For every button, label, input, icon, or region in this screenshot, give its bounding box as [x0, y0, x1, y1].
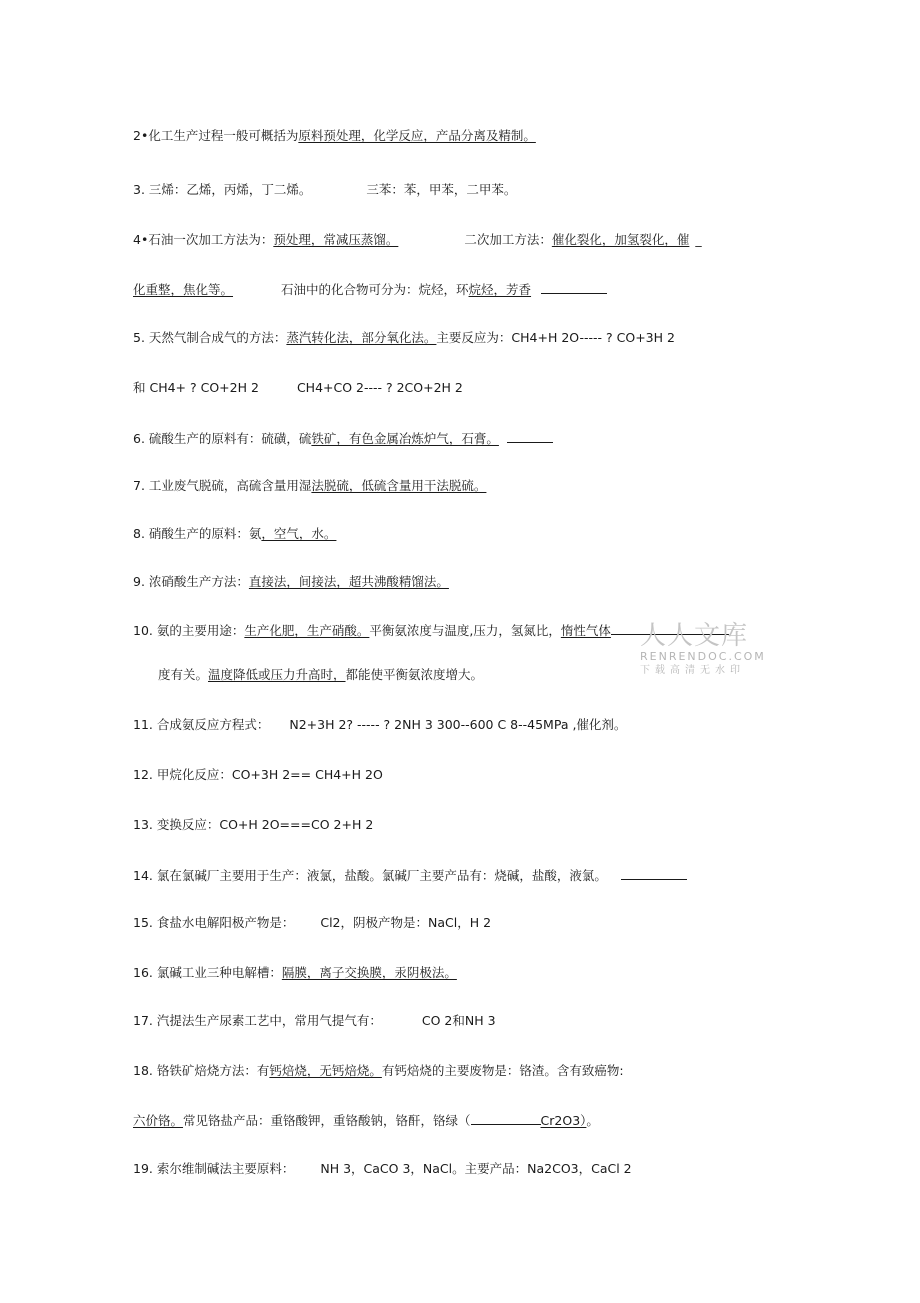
line-4-cont-text: 石油中的化合物可分为：烷烃，环: [281, 282, 469, 297]
line-4-text-b: 二次加工方法：: [464, 232, 552, 247]
line-18-text: 18. 铬铁矿焙烧方法：有: [133, 1063, 270, 1078]
line-8-underlined: ，空气，水。: [261, 526, 337, 541]
line-14: [133, 867, 687, 884]
line-2: [133, 128, 536, 144]
line-11: [133, 717, 626, 733]
line-3-text-b: 三苯：苯，甲苯，二甲苯。: [366, 182, 517, 197]
line-6: [133, 430, 553, 447]
line-4-cont-underlined-b: 烷烃，芳香: [468, 282, 532, 297]
line-18: [133, 1063, 624, 1079]
line-18-cont-underlined-b: Cr2O3）: [540, 1113, 587, 1128]
answer-blank: [471, 1112, 541, 1125]
line-16-text: 16. 氯碱工业三种电解槽：: [133, 965, 282, 980]
line-10-cont-text-b: 都能使平衡氨浓度增大。: [345, 667, 484, 682]
line-18-text-b: 有钙焙烧的主要废物是：铬渣。含有致癌物:: [381, 1063, 624, 1078]
line-5-text: 5. 天然气制合成气的方法：: [133, 330, 287, 345]
line-13-text: 13. 变换反应：CO+H 2O===CO 2+H 2: [133, 817, 374, 832]
answer-blank: [621, 867, 687, 880]
line-3-text: 3. 三烯：乙烯，丙烯，丁二烯。: [133, 182, 312, 197]
line-4-underlined-b: 催化裂化，加氢裂化，催: [551, 232, 690, 247]
line-19-text: 19. 索尔维制碱法主要原料：: [133, 1161, 295, 1176]
line-9-underlined: 直接法，间接法，超共沸酸精馏法。: [248, 574, 449, 589]
line-10-underlined-b: 惰性气体: [560, 623, 611, 638]
line-18-cont-text-b: 。: [586, 1113, 599, 1128]
line-6-text: 6. 硫酸生产的原料有：硫磺，硫: [133, 431, 312, 446]
line-10-cont-underlined: 温度降低或压力升高时，: [208, 667, 346, 682]
line-12: [133, 767, 383, 783]
line-4-underlined: 预处理，常减压蒸馏。: [273, 232, 399, 247]
line-6-underlined: 铁矿，有色金属冶炼炉气，石膏。: [311, 431, 499, 446]
line-17-text: 17. 汽提法生产尿素工艺中，常用气提气有：: [133, 1013, 382, 1028]
line-7: [133, 478, 486, 494]
line-9-text: 9. 浓硝酸生产方法：: [133, 574, 249, 589]
line-13: [133, 817, 373, 833]
line-9: [133, 574, 449, 590]
line-3: [133, 182, 516, 198]
watermark-site: RENRENDOC.COM: [640, 650, 766, 663]
line-19-text-b: NH 3，CaCO 3，NaCl。主要产品：Na2CO3，CaCl 2: [320, 1161, 632, 1176]
line-5-text-b: 主要反应为：CH4+H 2O----- ? CO+3H 2: [436, 330, 675, 345]
watermark-title: 人人文库: [640, 621, 749, 651]
line-5-cont: [133, 380, 463, 396]
line-14-text: 14. 氯在氯碱厂主要用于生产：液氯，盐酸。氯碱厂主要产品有：烧碱，盐酸，液氯。: [133, 868, 607, 883]
line-10-text: 10. 氨的主要用途：: [133, 623, 245, 638]
line-18-cont: [133, 1112, 599, 1129]
line-5-cont-text: 和 CH4+ ? CO+2H 2: [133, 380, 259, 395]
line-4: [133, 232, 702, 248]
answer-blank: [541, 281, 607, 294]
line-16: [133, 965, 457, 981]
line-5-underlined: 蒸汽转化法，部分氧化法。: [286, 330, 437, 345]
line-15-text: 15. 食盐水电解阳极产物是：: [133, 915, 295, 930]
line-2-text: 2•化工生产过程一般可概括为: [133, 128, 299, 143]
line-18-underlined: 钙焙烧，无钙焙烧。: [269, 1063, 382, 1078]
line-10-cont-text: 度有关。: [158, 667, 209, 682]
line-7-text: 7. 工业废气脱硫，高硫含量用湿: [133, 478, 312, 493]
line-7-underlined: 法脱硫，低硫含量用干法脱硫。: [311, 478, 487, 493]
line-10-underlined: 生产化肥，生产硝酸。: [244, 623, 370, 638]
line-2-underlined: 原料预处理，化学反应，产品分离及精制。: [298, 128, 536, 143]
line-8-text: 8. 硝酸生产的原料：氨: [133, 526, 262, 541]
line-4-cont: [133, 281, 607, 298]
watermark-slogan: 下载高清无水印: [640, 665, 745, 676]
line-10-text-b: 平衡氨浓度与温度,压力，氢氮比，: [369, 623, 561, 638]
line-12-text: 12. 甲烷化反应：CO+3H 2== CH4+H 2O: [133, 767, 383, 782]
line-17-text-b: CO 2和NH 3: [421, 1013, 496, 1028]
watermark: [640, 622, 775, 678]
line-18-cont-underlined: 六价铬。: [133, 1113, 184, 1128]
line-4-blank-mark: _: [695, 232, 702, 247]
line-5-cont-text-b: CH4+CO 2---- ? 2CO+2H 2: [296, 380, 463, 395]
line-11-text: 11. 合成氨反应方程式：: [133, 717, 270, 732]
answer-blank: [507, 430, 553, 443]
line-15: [133, 915, 491, 931]
line-17: [133, 1013, 496, 1029]
line-16-underlined: 隔膜，离子交换膜，汞阴极法。: [281, 965, 457, 980]
line-10-cont: [158, 667, 483, 683]
line-15-text-b: Cl2，阴极产物是：NaCl，H 2: [320, 915, 492, 930]
line-4-cont-underlined: 化重整，焦化等。: [133, 282, 234, 297]
line-5: [133, 330, 675, 346]
line-11-formula: N2+3H 2? ----- ? 2NH 3 300--600 C 8--45MPa ,催化剂。: [289, 717, 627, 732]
line-19: [133, 1161, 632, 1177]
line-18-cont-text: 常见铬盐产品：重铬酸钾，重铬酸钠，铬酐，铬绿（: [183, 1113, 471, 1128]
line-8: [133, 526, 336, 542]
line-4-text: 4•石油一次加工方法为：: [133, 232, 274, 247]
